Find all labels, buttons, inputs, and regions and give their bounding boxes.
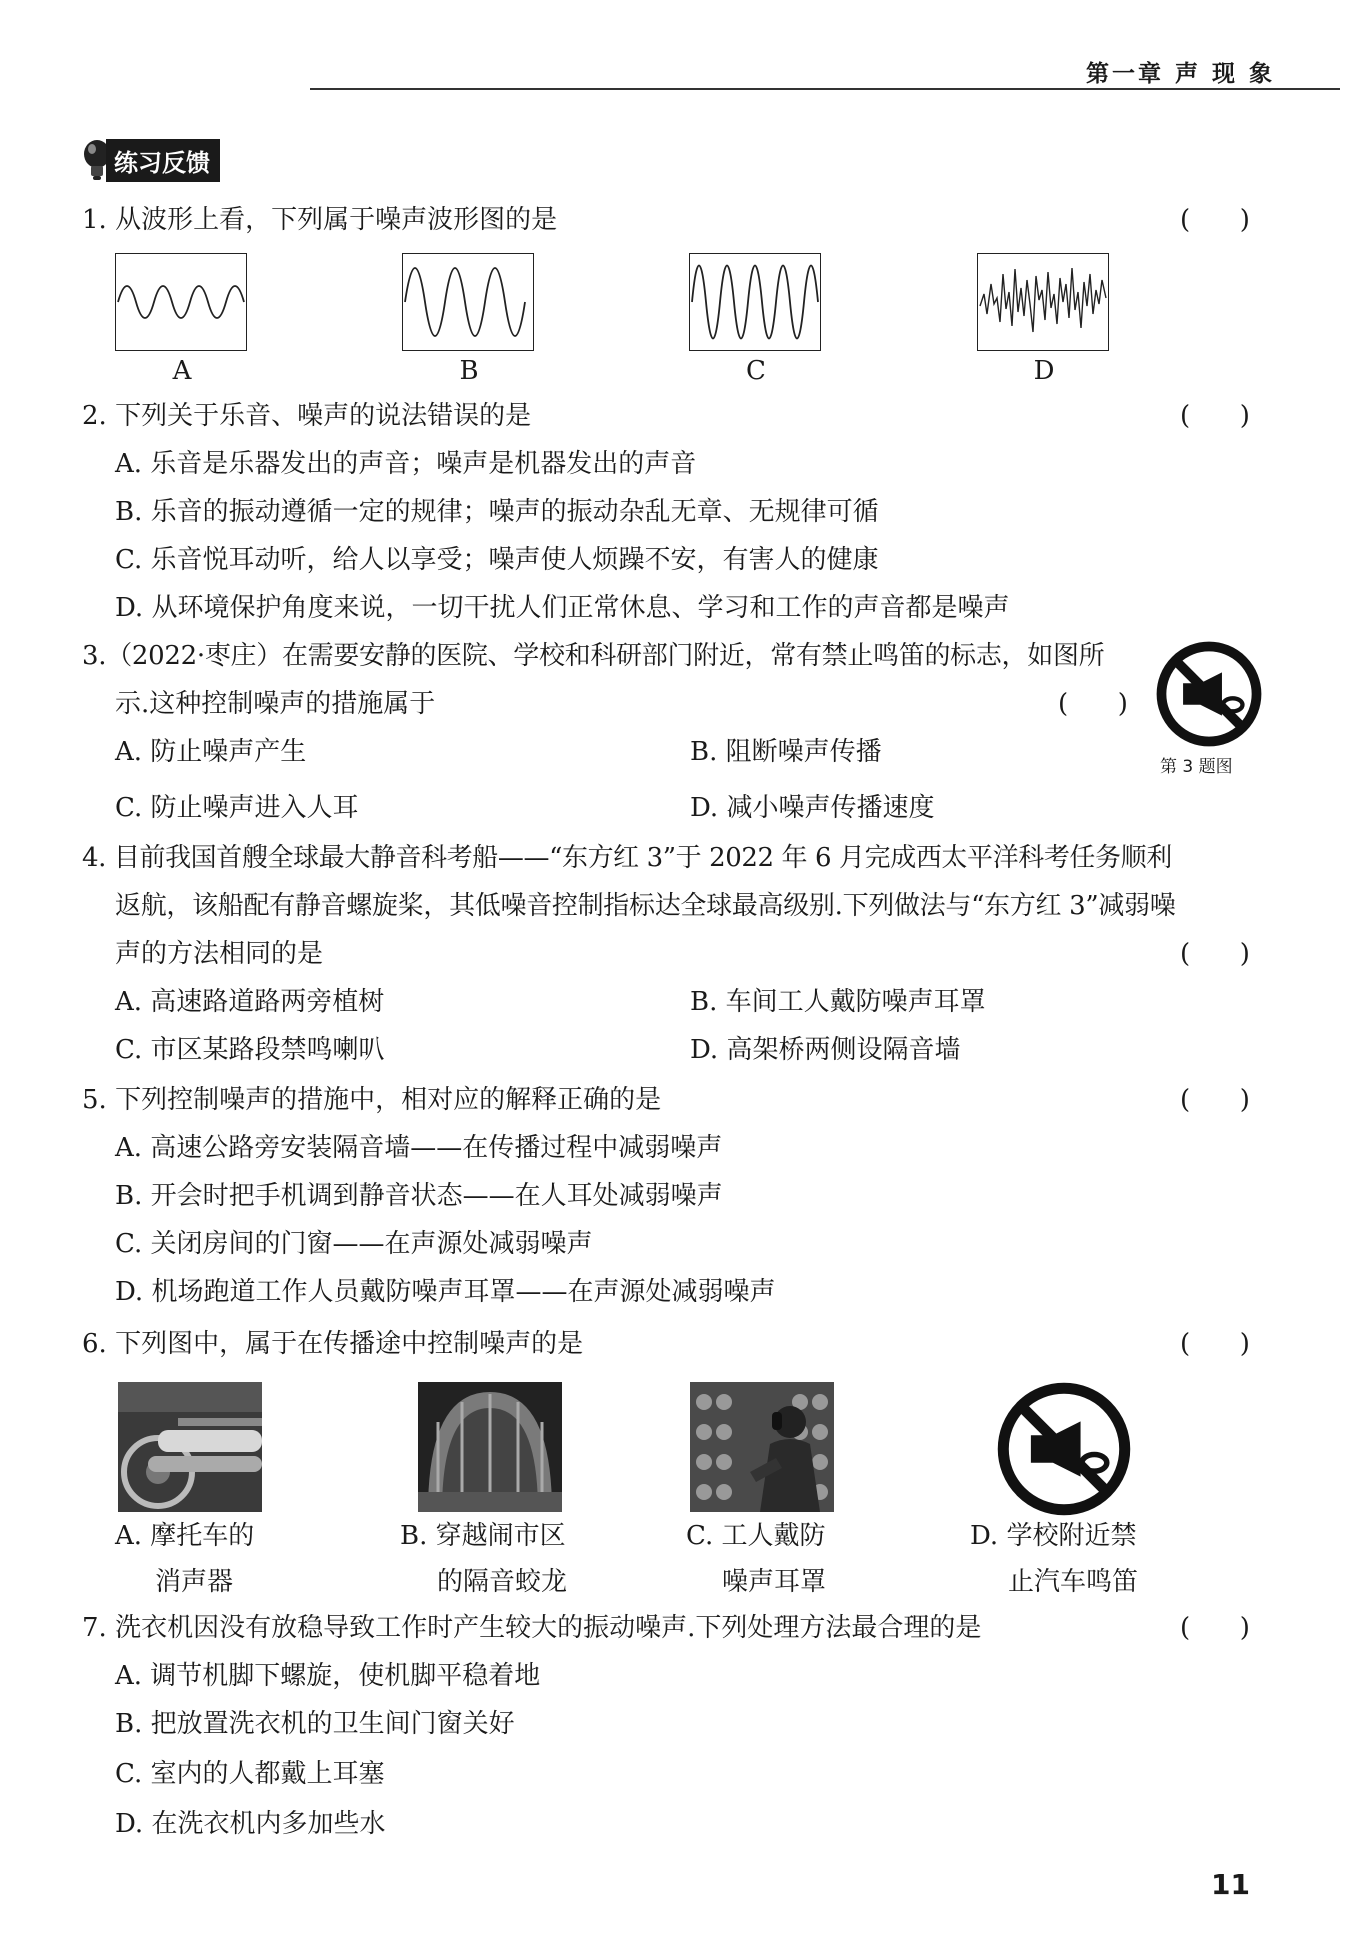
q2-option-c[interactable]: C. 乐音悦耳动听，给人以享受；噪声使人烦躁不安，有害人的健康 xyxy=(115,545,879,575)
question-5: 5. 下列控制噪声的措施中，相对应的解释正确的是 xyxy=(82,1085,662,1115)
header-rule xyxy=(310,88,1340,90)
section-title: 练习反馈 xyxy=(106,139,220,182)
question-2: 2. 下列关于乐音、噪声的说法错误的是 xyxy=(82,401,532,431)
question-7: 7. 洗衣机因没有放稳导致工作时产生较大的振动噪声.下列处理方法最合理的是 xyxy=(82,1613,982,1643)
answer-bracket-1[interactable]: ( ) xyxy=(1180,205,1250,235)
question-4-line-2: 返航，该船配有静音螺旋桨，其低噪音控制指标达全球最高级别.下列做法与“东方红 3”减弱噪 xyxy=(115,891,1176,921)
q4-option-b[interactable]: B. 车间工人戴防噪声耳罩 xyxy=(690,987,986,1017)
q3-option-c[interactable]: C. 防止噪声进入人耳 xyxy=(115,793,359,823)
question-4-line-1: 4. 目前我国首艘全球最大静音科考船——“东方红 3”于 2022 年 6 月完成西太平洋科考任务顺利 xyxy=(82,843,1172,873)
answer-bracket-6[interactable]: ( ) xyxy=(1180,1329,1250,1359)
sound-barrier-tunnel-photo xyxy=(418,1382,562,1512)
question-4-line-3: 声的方法相同的是 xyxy=(115,939,324,969)
waveform-label-b: B xyxy=(459,356,479,386)
q6-option-b-line-2: 的隔音蛟龙 xyxy=(437,1567,568,1597)
q5-option-a[interactable]: A. 高速公路旁安装隔音墙——在传播过程中减弱噪声 xyxy=(115,1133,723,1163)
q6-option-c-line-2: 噪声耳罩 xyxy=(722,1567,827,1597)
q5-option-d[interactable]: D. 机场跑道工作人员戴防噪声耳罩——在声源处减弱噪声 xyxy=(115,1277,776,1307)
section-badge xyxy=(82,138,220,182)
q6-option-c-line-1[interactable]: C. 工人戴防 xyxy=(686,1521,826,1551)
answer-bracket-3[interactable]: ( ) xyxy=(1058,689,1128,719)
question-1: 1. 从波形上看，下列属于噪声波形图的是 xyxy=(82,205,558,235)
answer-bracket-4[interactable]: ( ) xyxy=(1180,939,1250,969)
waveform-c xyxy=(689,253,821,351)
q7-option-d[interactable]: D. 在洗衣机内多加些水 xyxy=(115,1809,386,1839)
q2-option-d[interactable]: D. 从环境保护角度来说，一切干扰人们正常休息、学习和工作的声音都是噪声 xyxy=(115,593,1010,623)
q5-option-b[interactable]: B. 开会时把手机调到静音状态——在人耳处减弱噪声 xyxy=(115,1181,723,1211)
q5-option-c[interactable]: C. 关闭房间的门窗——在声源处减弱噪声 xyxy=(115,1229,593,1259)
q2-option-b[interactable]: B. 乐音的振动遵循一定的规律；噪声的振动杂乱无章、无规律可循 xyxy=(115,497,879,527)
waveform-label-c: C xyxy=(746,356,766,386)
q6-option-a-line-1[interactable]: A. 摩托车的 xyxy=(115,1521,255,1551)
chapter-title: 第一章 声 现 象 xyxy=(1085,61,1275,87)
q3-option-d[interactable]: D. 减小噪声传播速度 xyxy=(690,793,935,823)
waveform-a xyxy=(115,253,247,351)
waveform-b xyxy=(402,253,534,351)
question-3-line-2: 示.这种控制噪声的措施属于 xyxy=(115,689,436,719)
worker-ear-protection-photo xyxy=(690,1382,834,1512)
q6-option-a-line-2: 消声器 xyxy=(155,1567,234,1597)
q7-option-a[interactable]: A. 调节机脚下螺旋，使机脚平稳着地 xyxy=(115,1661,541,1691)
answer-bracket-2[interactable]: ( ) xyxy=(1180,401,1250,431)
page-number: 11 xyxy=(1211,1868,1250,1901)
motorcycle-muffler-photo xyxy=(118,1382,262,1512)
q3-option-a[interactable]: A. 防止噪声产生 xyxy=(115,737,307,767)
q3-option-b[interactable]: B. 阻断噪声传播 xyxy=(690,737,882,767)
q4-option-d[interactable]: D. 高架桥两侧设隔音墙 xyxy=(690,1035,961,1065)
q7-option-c[interactable]: C. 室内的人都戴上耳塞 xyxy=(115,1759,385,1789)
q6-option-d-line-2: 止汽车鸣笛 xyxy=(1008,1567,1139,1597)
q2-option-a[interactable]: A. 乐音是乐器发出的声音；噪声是机器发出的声音 xyxy=(115,449,697,479)
figure-3-caption: 第 3 题图 xyxy=(1160,757,1233,777)
q4-option-c[interactable]: C. 市区某路段禁鸣喇叭 xyxy=(115,1035,385,1065)
q4-option-a[interactable]: A. 高速路道路两旁植树 xyxy=(115,987,385,1017)
q6-option-d-line-1[interactable]: D. 学校附近禁 xyxy=(970,1521,1137,1551)
no-honking-sign-icon xyxy=(995,1380,1133,1518)
waveform-label-a: A xyxy=(172,356,192,386)
no-horn-sign-icon xyxy=(1155,640,1263,748)
q7-option-b[interactable]: B. 把放置洗衣机的卫生间门窗关好 xyxy=(115,1709,515,1739)
waveform-d xyxy=(977,253,1109,351)
answer-bracket-5[interactable]: ( ) xyxy=(1180,1085,1250,1115)
answer-bracket-7[interactable]: ( ) xyxy=(1180,1613,1250,1643)
question-6: 6. 下列图中，属于在传播途中控制噪声的是 xyxy=(82,1329,584,1359)
question-3-line-1: 3.（2022·枣庄）在需要安静的医院、学校和科研部门附近，常有禁止鸣笛的标志，如图所 xyxy=(82,641,1105,671)
waveform-label-d: D xyxy=(1033,356,1055,386)
q6-option-b-line-1[interactable]: B. 穿越闹市区 xyxy=(400,1521,566,1551)
